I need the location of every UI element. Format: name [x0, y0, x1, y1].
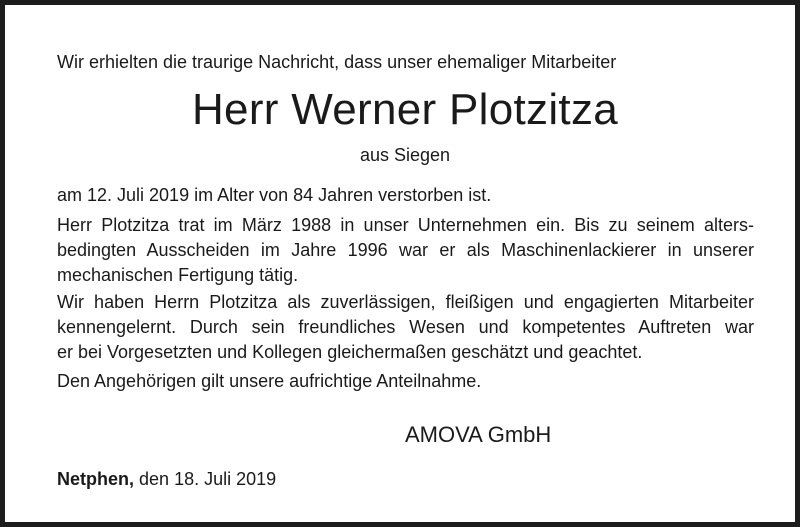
place-date-line: [57, 467, 276, 491]
condolence-text: Den Angehörigen gilt unsere aufrichtige Anteilnahme.: [57, 371, 482, 391]
place-text: Netphen,: [57, 469, 135, 489]
deceased-name: Herr Werner Plotzitza: [191, 85, 619, 134]
paragraph-line: er bei Vorgesetzten und Kollegen gleichermaßen geschätzt und geachtet.: [57, 342, 643, 362]
appreciation-paragraph: [57, 290, 754, 365]
paragraph-line: Wir haben Herrn Plotzitza als zuverlässigen, fleißigen und engagierten Mitarbeiter: [57, 292, 754, 312]
career-paragraph: [57, 213, 754, 288]
origin-text: aus Siegen: [359, 145, 451, 165]
paragraph-line: kennengelernt. Durch sein freundliches Wesen und kompetentes Auftreten war: [57, 317, 754, 337]
company-name: AMOVA GmbH: [405, 422, 552, 447]
date-text: den 18. Juli 2019: [139, 469, 277, 489]
paragraph-line: bedingten Ausscheiden im Jahre 1996 war er als Maschinenlackierer in unserer: [57, 240, 754, 260]
intro-text: Wir erhielten die traurige Nachricht, dass unser ehemaliger Mitarbeiter: [57, 52, 617, 72]
paragraph-line: Herr Plotzitza trat im März 1988 in unser Unternehmen ein. Bis zu seinem alters-: [57, 215, 754, 235]
paragraph-line: mechanischen Fertigung tätig.: [57, 265, 299, 285]
death-line: am 12. Juli 2019 im Alter von 84 Jahren verstorben ist.: [57, 185, 492, 205]
